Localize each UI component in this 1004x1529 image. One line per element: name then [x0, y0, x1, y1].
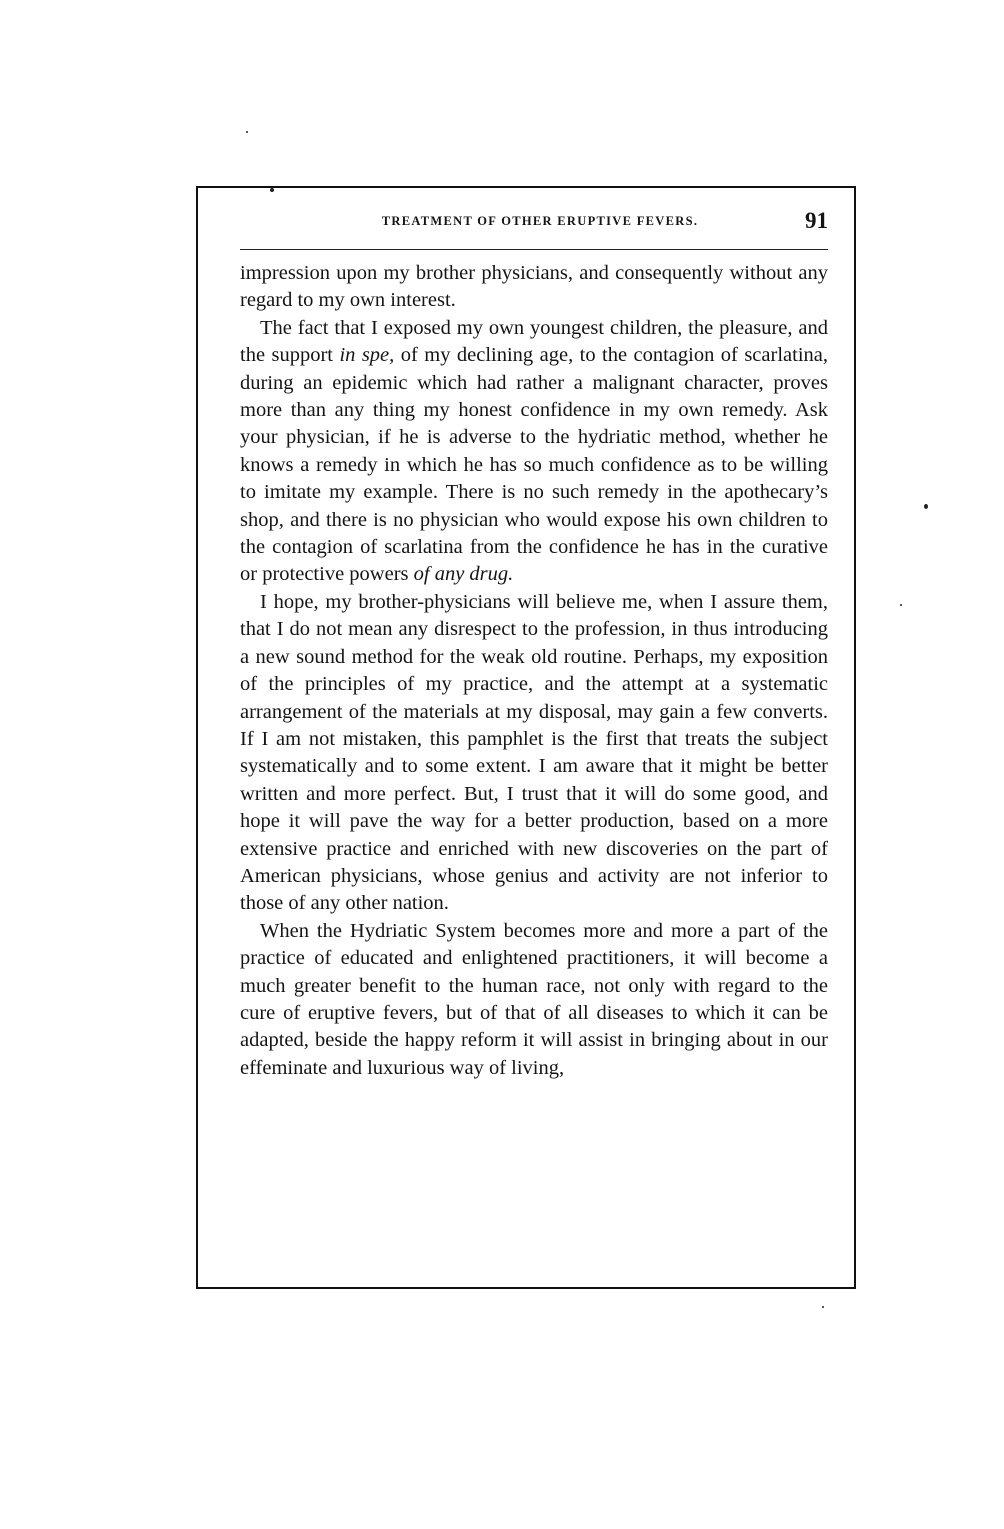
scan-speck — [900, 604, 902, 606]
paragraph-1: impression upon my brother physicians, and consequently without any regard to my own interest. — [240, 262, 828, 312]
page-number: 91 — [805, 208, 828, 233]
scan-speck — [246, 131, 248, 133]
scan-speck — [270, 188, 274, 192]
paragraph-2-text-b: of my declining age, to the contagion of scarlatina, during an epidemic which had rather a malignant character, proves more than any thing my honest confidence in my own remedy. Ask your physician, if he is adverse to the hydriatic method, whether he knows a remedy in which he has so much confidence as to be willing to imitate my example. There is no such remedy in the apothecary’s shop, and there is no physician who would expose his own children to the contagion of scarlatina from the confidence he has in the curative or protective powers — [240, 344, 828, 586]
paragraph-3: I hope, my brother-physicians will believe me, when I assure them, that I do not mean any disrespect to the profession, in thus introducing a new sound method for the weak old routine. Perhaps, my exposition of the principles of my practice, and the attempt at a systematic arrangement of the materials at my disposal, may gain a few converts. If I am not mistaken, this pamphlet is the first that treats the subject systematically and to some extent. I am aware that it might be better written and more perfect. But, I trust that it will do some good, and hope it will pave the way for a better production, based on a more extensive practice and enriched with new discoveries on the part of American physicians, whose genius and activity are not inferior to those of any other nation. — [240, 590, 828, 915]
running-title: TREATMENT OF OTHER ERUPTIVE FEVERS. — [381, 214, 699, 228]
body-text — [240, 260, 828, 1082]
paragraph-2 — [240, 315, 828, 589]
header-rule — [240, 249, 828, 250]
running-head — [240, 208, 830, 244]
paragraph-4: When the Hydriatic System becomes more and more a part of the practice of educated and enlightened practitioners, it will become a much greater benefit to the human race, not only with regard to the cure of eruptive fevers, but of that of all diseases to which it can be adapted, beside the happy reform it will assist in bringing about in our effeminate and luxurious way of living, — [240, 919, 828, 1079]
paragraph-2-text-a: The fact that I exposed my own youngest children, the pleasure, and the support — [240, 316, 828, 367]
scan-speck — [822, 1306, 824, 1308]
paragraph-2-italic-of-any-drug: of any drug. — [413, 563, 514, 586]
paragraph-2-italic-in-spe: in spe, — [339, 344, 395, 367]
scan-speck — [924, 504, 928, 509]
